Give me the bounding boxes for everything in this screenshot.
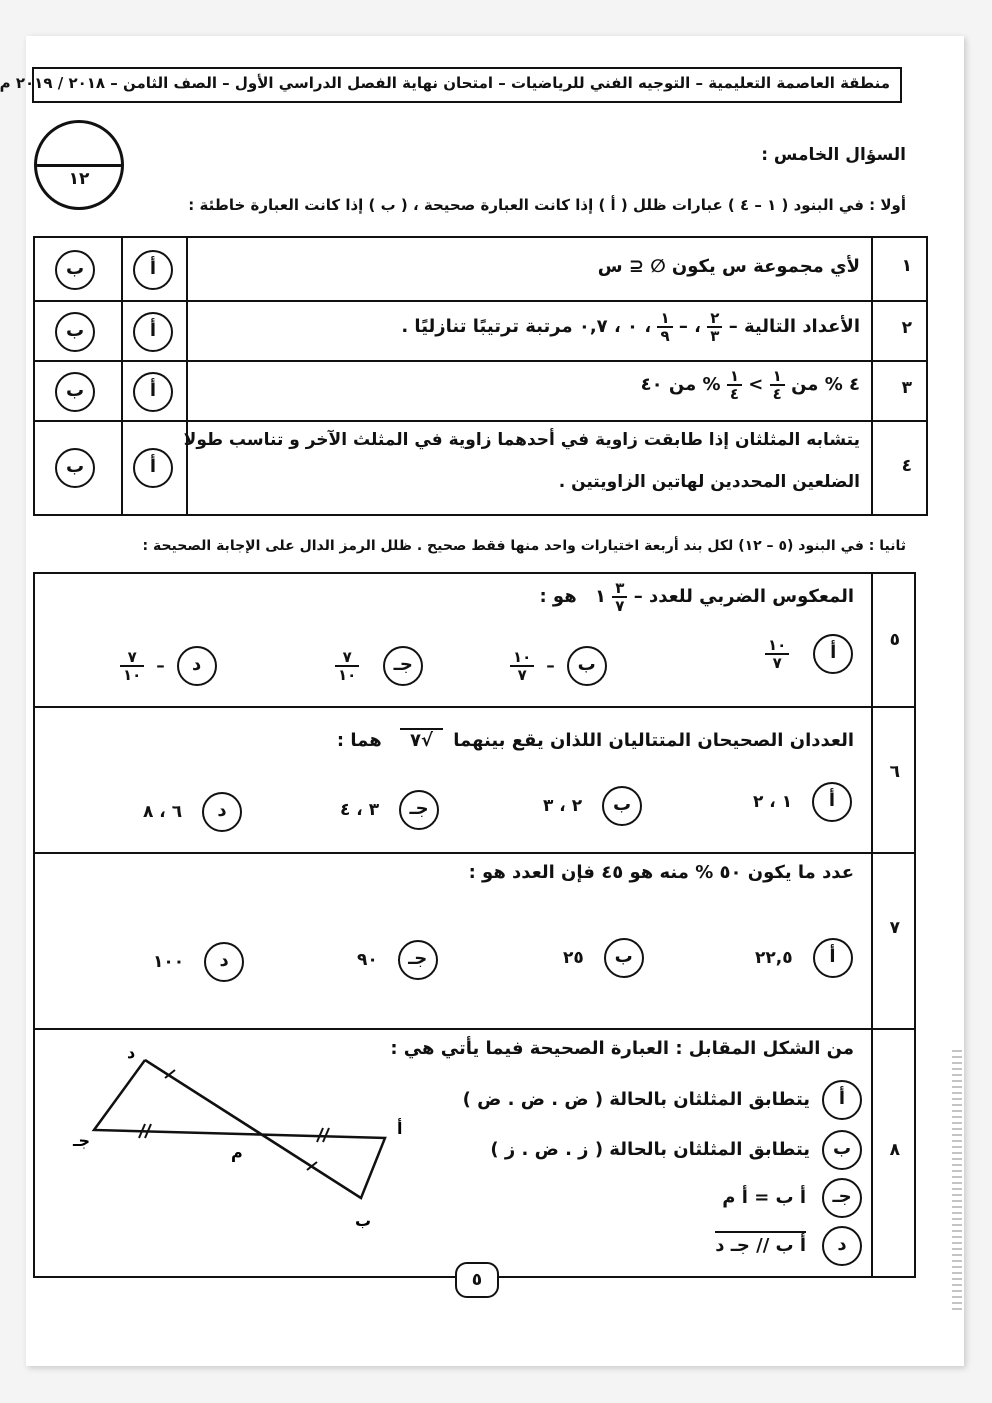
- q5-choice-a: أ $\frac{١٠}{٧}$: [765, 634, 853, 674]
- q5-choice-b: ب – $\frac{١٠}{٧}$: [510, 646, 607, 686]
- q7-option-d[interactable]: د: [204, 942, 244, 982]
- fraction-1-4-b: $\frac{١}{٤}$: [727, 368, 742, 402]
- label-d: د: [127, 1043, 136, 1062]
- q8-option-a[interactable]: أ: [822, 1080, 862, 1120]
- q8-text: من الشكل المقابل : العبارة الصحيحة فيما يأتي هي :: [390, 1038, 854, 1059]
- header-box: [0, 67, 902, 103]
- item-number-4: ٤: [901, 456, 912, 476]
- triangles-figure: [59, 1042, 419, 1242]
- q8-choice-a: أ يتطابق المثلثان بالحالة ( ض . ض . ض ): [463, 1080, 862, 1120]
- fraction-1-4-a: $\frac{١}{٤}$: [770, 368, 785, 402]
- item-number-3: ٣: [901, 378, 912, 398]
- section-title: السؤال الخامس :: [761, 145, 906, 165]
- page-number: ٥: [455, 1262, 499, 1298]
- statement-2-end: ، ٠ ، ٠,٧ مرتبة ترتيبًا تنازليًا .: [401, 316, 652, 337]
- q5-text: المعكوس الضربي للعدد – $\frac{٣}{٧}$ ١ هو :: [539, 579, 854, 615]
- q7-choice-c: جـ ٩٠: [357, 940, 438, 980]
- option-a-3[interactable]: أ: [133, 372, 173, 412]
- option-b-4[interactable]: ب: [55, 448, 95, 488]
- mc-row-7: [33, 854, 916, 1030]
- figure-lines: [94, 1060, 385, 1198]
- q6-option-a[interactable]: أ: [812, 782, 852, 822]
- statement-1: لأي مجموعة س يكون ∅ ⊆ س: [597, 256, 860, 277]
- label-a: أ: [397, 1119, 403, 1138]
- q7-number: ٧: [889, 918, 900, 938]
- statement-4-line1: يتشابه المثلثان إذا طابقت زاوية في أحدهما زاوية في المثلث الآخر و تناسب طولا: [183, 430, 860, 450]
- label-b: ب: [355, 1211, 372, 1230]
- mc-row-5: [33, 572, 916, 708]
- mc-row-6: [33, 706, 916, 854]
- q6-option-b[interactable]: ب: [602, 786, 642, 826]
- q7-option-b[interactable]: ب: [604, 938, 644, 978]
- q5-option-a[interactable]: أ: [813, 634, 853, 674]
- q6-number: ٦: [889, 762, 900, 782]
- q6-option-c[interactable]: جـ: [399, 790, 439, 830]
- score-value: ١٢: [68, 169, 90, 189]
- q6-choice-d: د ٦ ، ٨: [143, 792, 242, 832]
- binding-edge: [952, 1050, 962, 1310]
- q5-option-c[interactable]: جـ: [383, 646, 423, 686]
- q7-choice-b: ب ٢٥: [563, 938, 644, 978]
- tf-row-4: [33, 422, 928, 516]
- q5-option-d[interactable]: د: [177, 646, 217, 686]
- q7-option-c[interactable]: جـ: [398, 940, 438, 980]
- option-b-2[interactable]: ب: [55, 312, 95, 352]
- tick-ma-2: [323, 1128, 329, 1142]
- q8-option-c[interactable]: جـ: [822, 1178, 862, 1218]
- header-text: منطقة العاصمة التعليمية – التوجيه الفني للرياضيات – امتحان نهاية الفصل الدراسي الأول – الصف الثامن – ٢٠١٨ / ٢٠١٩ م: [0, 74, 890, 92]
- q8-number: ٨: [889, 1140, 900, 1160]
- q7-option-a[interactable]: أ: [813, 938, 853, 978]
- q8-option-b[interactable]: ب: [822, 1130, 862, 1170]
- q7-choice-a: أ ٢٢,٥: [755, 938, 853, 978]
- option-a-4[interactable]: أ: [133, 448, 173, 488]
- label-j: جـ: [73, 1131, 90, 1150]
- q7-text: عدد ما يكون ٥٠ % منه هو ٤٥ فإن العدد هو :: [468, 862, 854, 883]
- option-a-2[interactable]: أ: [133, 312, 173, 352]
- statement-4-line2: الضلعين المحددين لهاتين الزاويتين .: [558, 472, 860, 492]
- fraction-2-3: $\frac{٢}{٣}$: [707, 310, 722, 344]
- q6-choice-c: جـ ٣ ، ٤: [340, 790, 439, 830]
- q7-choice-d: د ١٠٠: [153, 942, 244, 982]
- q6-text: العددان الصحيحان المتتاليان اللذان يقع بينهما √٧ هما :: [336, 730, 854, 751]
- part2-instruction: ثانيا : في البنود (٥ – ١٢) لكل بند أربعة اختيارات واحد منها فقط صحيح . ظلل الرمز الدال على الإجابة الصحيحة :: [142, 538, 906, 554]
- item-number-1: ١: [901, 256, 912, 276]
- option-b-3[interactable]: ب: [55, 372, 95, 412]
- mc-row-8: [33, 1028, 916, 1278]
- tf-row-2: [33, 302, 928, 362]
- statement-3: ٤ % من $\frac{١}{٤}$ > $\frac{١}{٤}$ % من ٤٠: [640, 367, 860, 403]
- q6-choice-b: ب ٢ ، ٣: [543, 786, 642, 826]
- fraction-1-9: $\frac{١}{٩}$: [657, 310, 672, 344]
- q5-choice-d: د – $\frac{٧}{١٠}$: [120, 646, 217, 686]
- q8-choice-c: جـ أ ب = أ م: [722, 1178, 862, 1218]
- statement-2: الأعداد التالية – $\frac{٢}{٣}$ ، – $\frac{١}{٩}$ ، ٠ ، ٠,٧ مرتبة ترتيبًا تنازليًا .: [401, 309, 860, 345]
- score-circle: [34, 120, 124, 210]
- q5-choice-c: جـ $\frac{٧}{١٠}$: [335, 646, 423, 686]
- item-number-2: ٢: [901, 318, 912, 338]
- q5-number: ٥: [889, 630, 900, 650]
- part1-instruction: أولا : في البنود ( ١ – ٤ ) عبارات ظلل ( أ ) إذا كانت العبارة صحيحة ، ( ب ) إذا كانت العبارة خاطئة :: [188, 196, 906, 214]
- q6-option-d[interactable]: د: [202, 792, 242, 832]
- statement-2-start: الأعداد التالية: [744, 316, 860, 337]
- option-a-1[interactable]: أ: [133, 250, 173, 290]
- q8-choice-d: د أ ب // جـ د: [715, 1226, 862, 1266]
- tf-row-1: [33, 236, 928, 302]
- q8-option-d[interactable]: د: [822, 1226, 862, 1266]
- q6-choice-a: أ ١ ، ٢: [753, 782, 852, 822]
- q5-option-b[interactable]: ب: [567, 646, 607, 686]
- option-b-1[interactable]: ب: [55, 250, 95, 290]
- q8-choice-b: ب يتطابق المثلثان بالحالة ( ز . ض . ز ): [490, 1130, 862, 1170]
- label-m: م: [231, 1143, 243, 1162]
- tf-row-3: [33, 362, 928, 422]
